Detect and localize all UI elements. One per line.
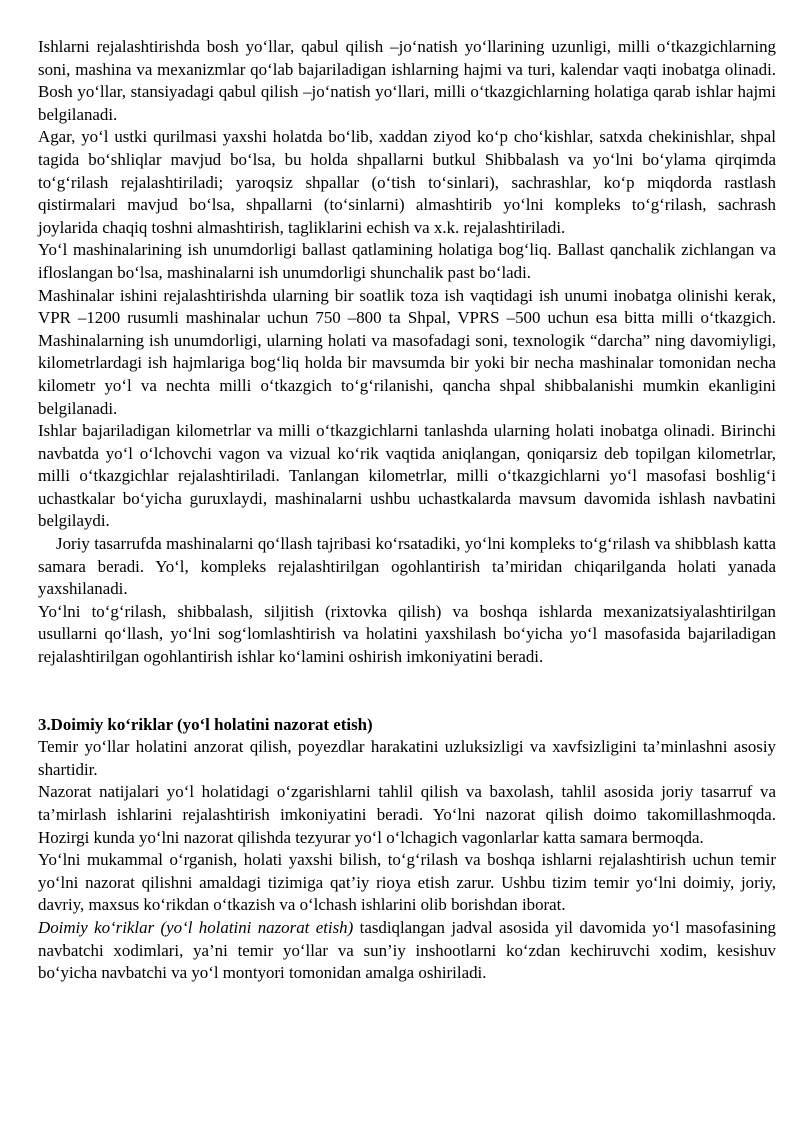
- paragraph: Ishlarni rejalashtirishda bosh yo‘llar, qabul qilish –jo‘natish yo‘llarining uzunligi, milli o‘tkazgichlarning soni, mashina va mexanizmlar qo‘lab bajariladigan ishlarning hajmi va turi, kalendar vaqti inobatga olinadi. Bosh yo‘llar, stansiyadagi qabul qilish –jo‘natish yo‘llari, milli o‘tkazgichlarning holatiga qarab ishlar hajmi belgilanadi.: [38, 37, 776, 124]
- paragraph: Ishlar bajariladigan kilometrlar va milli o‘tkazgichlarni tanlashda ularning holati inobatga olinadi. Birinchi navbatda yo‘l o‘lchovchi vagon va vizual ko‘rik vaqtida aniqlangan, qoniqarsiz deb topilgan kilometrlar, milli o‘tkazgichlar rejalashtiriladi. Tanlangan kilometrlar, milli o‘tkazgichlarni yo‘l masofasi boshlig‘i uchastkalar bo‘yicha guruxlaydi, mashinalarni ushbu uchastkalarda mavsum davomida ishlash navbatini belgilaydi.: [38, 421, 776, 531]
- paragraph: Yo‘lni to‘g‘rilash, shibbalash, siljitish (rixtovka qilish) va boshqa ishlarda mexanizatsiyalashtirilgan usullarni qo‘llash, yo‘lni sog‘lomlashtirish va holatini yaxshilash bo‘yicha yo‘l masofasida bajariladigan rejalashtirilgan ogohlantirish ishlar ko‘lamini oshirish imkoniyatini beradi.: [38, 601, 776, 667]
- section-heading: 3.Doimiy ko‘riklar (yo‘l holatini nazorat etish): [38, 714, 373, 734]
- document-page: [38, 36, 776, 985]
- section-spacer: [38, 669, 776, 714]
- paragraph: Agar, yo‘l ustki qurilmasi yaxshi holatda bo‘lib, xaddan ziyod ko‘p cho‘kishlar, satxda chekinishlar, shpal tagida bo‘shliqlar mavjud bo‘lsa, bu holda shpallarni butkul Shibbalash va yo‘lni bo‘ylama qirqimda to‘g‘rilash rejalashtiriladi; yaroqsiz shpallar (o‘tish to‘sinlari), sachrashlar, ko‘p miqdorda rastlash qistirmalari mavjud bo‘lsa, shpallarni (to‘sinlarni) almashtirib yo‘lni kompleks to‘g‘rilash, sachrash joylarida chaqiq toshni almashtirish, tagliklarini echish va x.k. rejalashtiriladi.: [38, 127, 776, 237]
- italic-lead-text: Doimiy ko‘riklar (yo‘l holatini nazorat etish): [38, 917, 354, 937]
- paragraph: Temir yo‘llar holatini anzorat qilish, poyezdlar harakatini uzluksizligi va xavfsizligini ta’minlashni asosiy shartidir.: [38, 737, 776, 779]
- paragraph: Yo‘l mashinalarining ish unumdorligi ballast qatlamining holatiga bog‘liq. Ballast qanchalik zichlangan va ifloslangan bo‘lsa, mashinalarni ish unumdorligi shunchalik past bo‘ladi.: [38, 240, 776, 282]
- paragraph: Nazorat natijalari yo‘l holatidagi o‘zgarishlarni tahlil qilish va baxolash, tahlil asosida joriy tasarruf va ta’mirlash ishlarini rejalashtirish imkoniyatini beradi. Yo‘lni nazorat qilish doimo takomillashmoqda. Hozirgi kunda yo‘lni nazorat qilishda tezyurar yo‘l o‘lchagich vagonlarlar katta samara bermoqda.: [38, 782, 776, 847]
- paragraph: Mashinalar ishini rejalashtirishda ularning bir soatlik toza ish vaqtidagi ish unumi inobatga olinishi kerak, VPR –1200 rusumli mashinalar uchun 750 –800 ta Shpal, VPRS –500 uchun esa bitta milli o‘tkazgich. Mashinalarning ish unumdorligi, ularning holati va masofadagi soni, texnologik “darcha” ning davomiyligi, kilometrlardagi ish hajmlariga bog‘liq holda bir mavsumda bir yoki bir necha mashinalar tomonidan necha kilometr yo‘l va nechta milli o‘tkazgich to‘g‘rilanishi, qancha shpal shibbalanishi mumkin ekanligini belgilanadi.: [38, 285, 776, 418]
- paragraph-indented: Joriy tasarrufda mashinalarni qo‘llash tajribasi ko‘rsatadiki, yo‘lni kompleks to‘g‘rilash va shibblash katta samara beradi. Yo‘l, kompleks rejalashtirilgan ogohlantirish ta’miridan chiqarilganda holati yanada yaxshilanadi.: [38, 534, 776, 599]
- final-paragraph: [38, 917, 776, 985]
- paragraph: Yo‘lni mukammal o‘rganish, holati yaxshi bilish, to‘g‘rilash va boshqa ishlarni rejalashtirish uchun temir yo‘lni nazorat qilishni amaldagi tizimiga qat’iy rioya etish zarur. Ushbu tizim temir yo‘lni doimiy, joriy, davriy, maxsus ko‘rikdan o‘tkazish va o‘lchash ishlarini olib borishdan iborat.: [38, 850, 776, 915]
- paragraph-rest-text: tasdiqlangan jadval asosida yil davomida yo‘l masofasining navbatchi xodimlari, ya’ni temir yo‘llar va sun’iy inshootlarni ko‘zdan kechiruvchi xodim, kesishuv bo‘yicha navbatchi va yo‘l montyori tomonidan amalga oshiriladi.: [38, 917, 776, 983]
